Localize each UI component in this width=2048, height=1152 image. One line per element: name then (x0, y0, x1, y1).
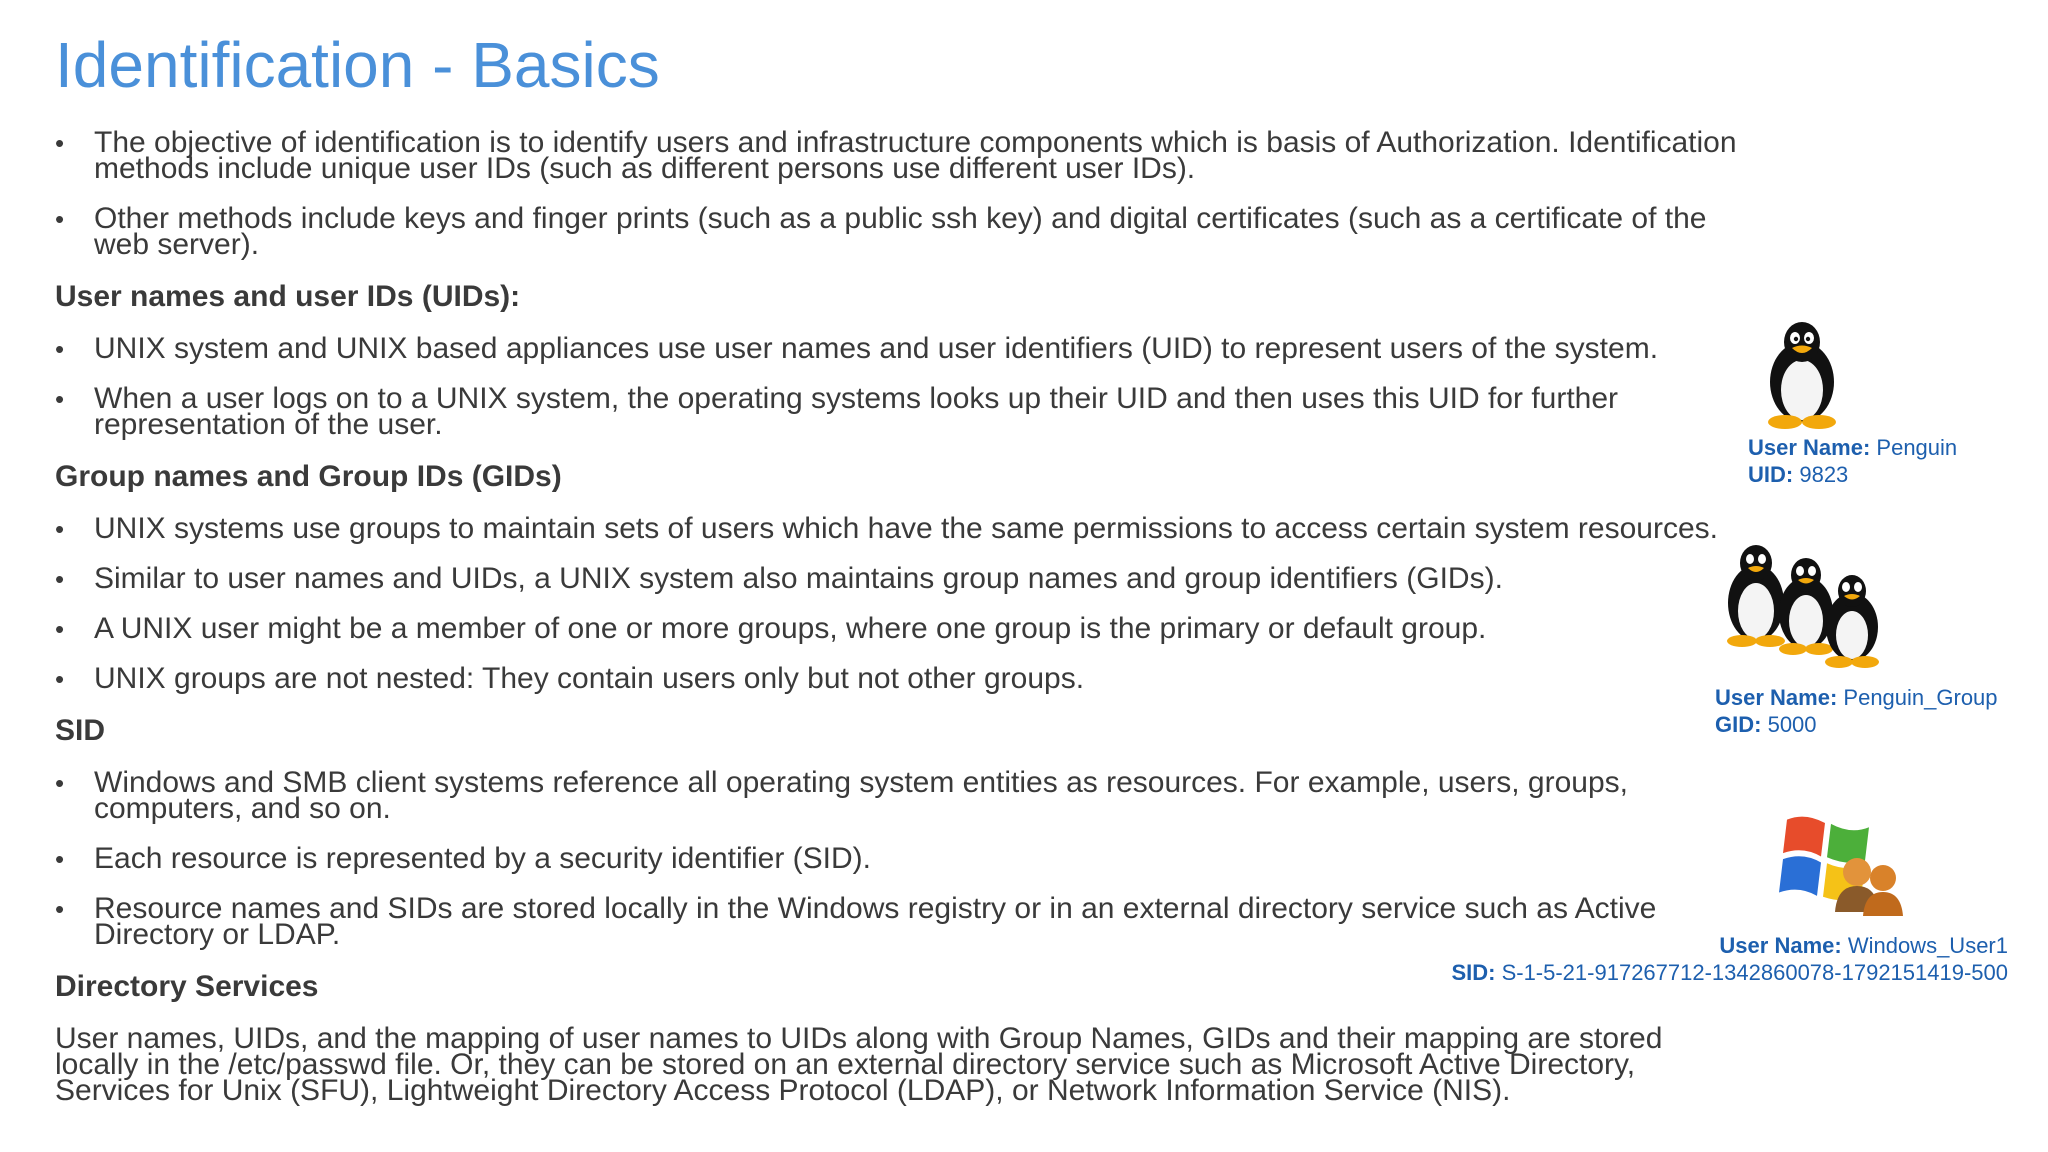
group-caption (1715, 684, 1998, 738)
intro-bullet (55, 202, 1745, 261)
bullet-dot-icon: • (55, 614, 65, 644)
sid-label: SID: (1451, 960, 1496, 985)
bullet-dot-icon: • (55, 894, 65, 924)
list-item (55, 382, 1745, 441)
intro-bullet (55, 126, 1745, 185)
gid-label: GID: (1715, 712, 1762, 737)
gid-value: 5000 (1767, 712, 1817, 737)
section-heading-uids: User names and user IDs (UIDs): (55, 280, 521, 313)
bullet-text: Each resource is represented by a security identifier (SID). (94, 842, 871, 875)
penguin-group-icon (1718, 535, 1888, 670)
user-name-label: User Name: (1715, 685, 1838, 710)
bullet-dot-icon: • (55, 514, 65, 544)
bullet-text: Other methods include keys and finger prints (such as a public ssh key) and digital certificates (such as a certificate of the web server). (94, 202, 1707, 261)
bullet-text: UNIX systems use groups to maintain sets of users which have the same permissions to access certain system resources. (94, 512, 1718, 545)
sid-value: S-1-5-21-917267712-1342860078-1792151419-500 (1501, 960, 2008, 985)
list-item (55, 562, 1745, 595)
bullet-dot-icon: • (55, 564, 65, 594)
list-item (55, 332, 1745, 365)
list-item (55, 766, 1745, 825)
bullet-text: UNIX system and UNIX based appliances use user names and user identifiers (UID) to represent users of the system. (94, 332, 1659, 365)
penguin-uid-row (1748, 461, 1957, 488)
bullet-text: When a user logs on to a UNIX system, the operating systems looks up their UID and then uses this UID for further representation of the user. (94, 382, 1619, 441)
penguin-name-row (1748, 434, 1957, 461)
penguin-figure (1755, 318, 1850, 430)
bullet-dot-icon: • (55, 664, 65, 694)
bullet-text: Windows and SMB client systems reference all operating system entities as resources. For example, users, groups, computers, and so on. (94, 766, 1628, 825)
penguin-group-figure (1718, 535, 1888, 670)
bullet-dot-icon: • (55, 768, 65, 798)
section-heading-directory-services: Directory Services (55, 970, 319, 1003)
bullet-dot-icon: • (55, 384, 65, 414)
windows-name-row (1451, 932, 2008, 959)
penguin-icon (1755, 318, 1850, 430)
bullet-text: Resource names and SIDs are stored locally in the Windows registry or in an external directory service such as Active Directory or LDAP. (94, 892, 1657, 951)
section-heading-sid: SID (55, 714, 106, 747)
windows-caption (1451, 932, 2008, 986)
section-heading-gids: Group names and Group IDs (GIDs) (55, 460, 562, 493)
slide-title: Identification - Basics (55, 29, 660, 101)
bullet-dot-icon: • (55, 844, 65, 874)
uid-label: UID: (1748, 462, 1794, 487)
penguin-caption (1748, 434, 1957, 488)
bullet-text: Similar to user names and UIDs, a UNIX system also maintains group names and group identifiers (GIDs). (94, 562, 1503, 595)
windows-user-figure (1775, 800, 1910, 920)
user-name-value: Penguin (1876, 435, 1958, 460)
group-gid-row (1715, 711, 1998, 738)
bullet-dot-icon: • (55, 204, 65, 234)
directory-services-paragraph: User names, UIDs, and the mapping of user names to UIDs along with Group Names, GIDs and their mapping are stored locally in the /etc/passwd file. Or, they can be stored on an external directory service such as Microsoft Active Directory, Services for Unix (SFU), Lightweight Directory Access Protocol (LDAP), or Network Information Service (NIS). (55, 1022, 1663, 1107)
windows-name-value: Windows_User1 (1847, 933, 2008, 958)
list-item (55, 612, 1745, 645)
windows-user-icon (1775, 800, 1910, 920)
group-name-row (1715, 684, 1998, 711)
bullet-dot-icon: • (55, 128, 65, 158)
group-name-value: Penguin_Group (1843, 685, 1998, 710)
user-name-label: User Name: (1719, 933, 1842, 958)
list-item (55, 662, 1745, 695)
user-name-label: User Name: (1748, 435, 1871, 460)
uid-value: 9823 (1799, 462, 1849, 487)
bullet-text: The objective of identification is to identify users and infrastructure components which is basis of Authorization. Identification methods include unique user IDs (such as different persons use different user IDs). (94, 126, 1737, 185)
bullet-text: UNIX groups are not nested: They contain users only but not other groups. (94, 662, 1085, 695)
windows-sid-row (1451, 959, 2008, 986)
bullet-text: A UNIX user might be a member of one or more groups, where one group is the primary or default group. (94, 612, 1487, 645)
list-item (55, 842, 1745, 875)
list-item (55, 512, 1745, 545)
bullet-dot-icon: • (55, 334, 65, 364)
